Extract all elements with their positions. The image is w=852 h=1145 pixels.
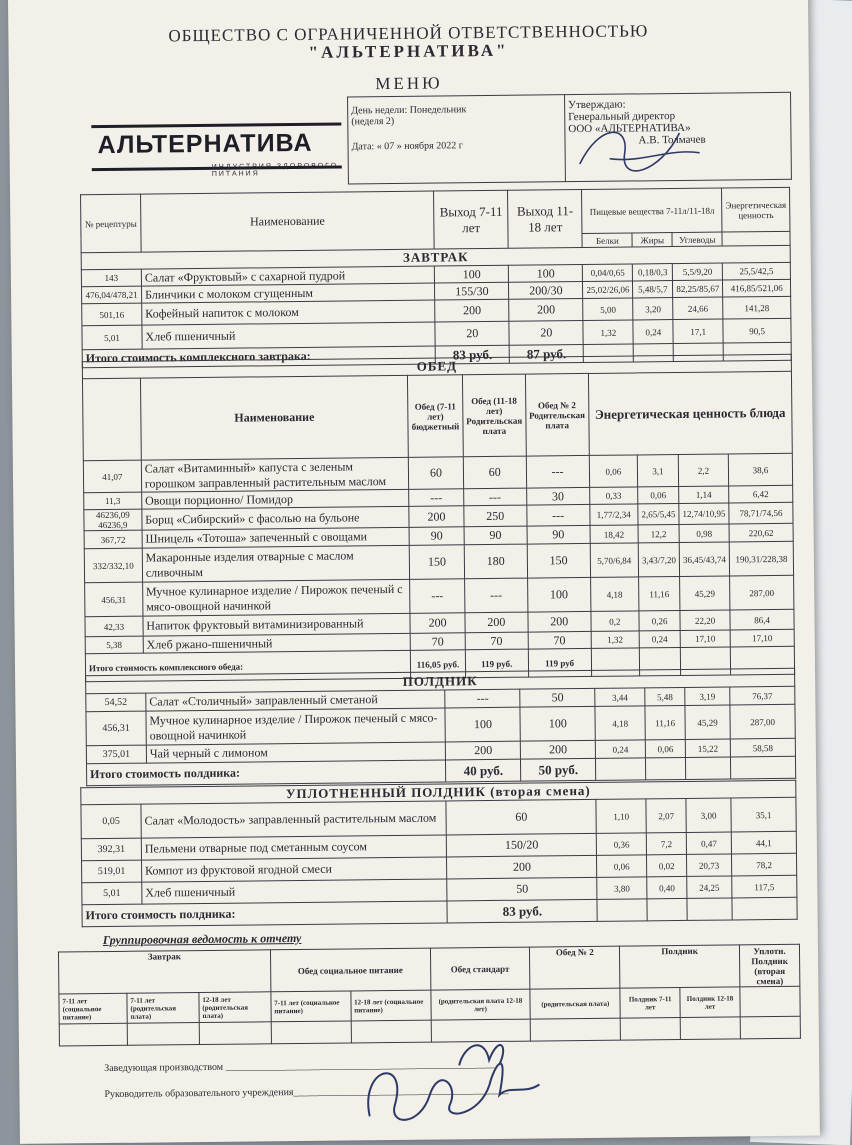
table-row: 143 Салат «Фруктовый» с сахарной пудрой 100 100 0,04/0,65 0,18/0,3 5,5/9,20 25,5/42,5 [81, 262, 790, 286]
h-num: № рецептуры [81, 194, 142, 253]
snack-table [85, 668, 796, 786]
table-row: 0,05 Салат «Молодость» заправленный растительным маслом 60 1,10 2,07 3,00 35,1 [81, 797, 796, 838]
company-logo [91, 106, 352, 179]
menu-document [8, 0, 820, 1144]
g-lunch-std: Обед стандарт [430, 947, 530, 990]
table-row: 41,07 Салат «Витаминный» капуста с зеленым горошком заправленный растительным маслом 60 60 --- 0,06 3,1 2,2 38,6 [83, 453, 792, 492]
approve-l1: Утверждаю: [568, 98, 626, 112]
lunch-h-c3: Обед № 2 Родительская плата [525, 373, 589, 456]
table-row: 5,01 Хлеб пшеничный 50 3,80 0,40 24,25 117,5 [82, 875, 797, 904]
table-row: 456,31 Мучное кулинарное изделие / Пирожок печеный с мясо-овощной начинкой --- --- 100 4,18 11,16 45,29 287,00 [85, 575, 794, 616]
h-fat: Жиры [632, 233, 672, 247]
approve-l4: А.В. Толмачев [638, 133, 706, 147]
table-row: 332/332,10 Макаронные изделия отварные с маслом сливочным 150 180 150 5,70/6,84 3,43/7,20 36,45/43,74 190,31/228,38 [84, 541, 793, 582]
lunch-h-c1: Обед (7-11 лет) бюджетный [408, 375, 463, 458]
breakfast-table [80, 187, 792, 368]
snack2-table [80, 780, 797, 927]
day-label: День недели: Понедельник [351, 104, 467, 117]
footer-production: Заведующая производством ______________________________________________________ [104, 1058, 496, 1075]
table-row: 519,01 Компот из фруктовой ягодной смеси 200 0,06 0,02 20,73 78,2 [82, 853, 797, 882]
h-energy: Энергетическая ценность [722, 187, 790, 232]
table-row: 11,3 Овощи порционно/ Помидор --- --- 30 0,33 0,06 1,14 6,42 [84, 485, 793, 509]
g-snack2: Уплотн. Полдник (вторая смена) [739, 944, 799, 987]
lunch-h-name: Наименование [140, 375, 408, 460]
lunch-table [82, 354, 795, 682]
table-row: 46236,09 46236,9 Борщ «Сибирский» с фасолью на бульоне 200 250 --- 1,77/2,34 2,65/5,45 12,74/10,95 78,71/74,56 [84, 502, 793, 530]
lunch-h-c2: Обед (11-18 лет) Родительская плата [462, 374, 526, 457]
table-row: 392,31 Пельмени отварные под сметанным соусом 150/20 0,36 7,2 0,47 44,1 [81, 831, 796, 860]
lunch-total: Итого стоимость комплексного обеда: 116,05 руб. 119 руб. 119 руб [85, 646, 794, 681]
table-row: 5,38 Хлеб ржано-пшеничный 70 70 70 1,32 0,24 17,10 17,10 [85, 629, 794, 653]
g-lunch2: Обед № 2 [530, 946, 620, 989]
g-lunch-social: Обед социальное питание [270, 948, 430, 992]
h-protein: Белки [582, 233, 632, 248]
h-out2: Выход 11-18 лет [508, 190, 583, 249]
g-breakfast: Завтрак [58, 950, 270, 994]
table-row: 54,52 Салат «Столичный» заправленный сметаной --- 50 3,44 5,48 3,19 76,37 [86, 686, 795, 711]
table-row: 476,04/478,21 Блинчики с молоком сгущенным 155/30 200/30 25,02/26,06 5,48/5,7 82,25/85,67 416,85/521,06 [82, 279, 791, 303]
snack2-total: Итого стоимость полдника: 83 руб. [82, 897, 797, 926]
h-out1: Выход 7-11 лет [434, 190, 509, 249]
table-row: 501,16 Кофейный напиток с молоком 200 200 5,00 3,20 24,66 141,28 [82, 296, 791, 325]
g-snack: Полдник [620, 945, 740, 988]
page-title: МЕНЮ [375, 73, 443, 94]
week-label: (неделя 2) [351, 115, 395, 128]
footer-director: Руководитель образовательного учреждения___________________________________________ [104, 1084, 509, 1101]
table-row: 456,31 Мучное кулинарное изделие / Пирожок печеный с мясо-овощной начинкой 100 100 4,18 11,16 45,29 287,00 [86, 704, 795, 745]
breakfast-total: Итого стоимость комплексного завтрака: 83 руб. 87 руб. [82, 342, 791, 367]
logo-word: АЛЬТЕРНАТИВА [97, 128, 313, 160]
grouping-title: Группировочная ведомость к отчету [102, 930, 302, 948]
section-snack: ПОЛДНИК [86, 668, 795, 693]
org-name: ОБЩЕСТВО С ОГРАНИЧЕННОЙ ОТВЕТСТВЕННОСТЬЮ [168, 21, 649, 46]
director-signature [569, 103, 710, 184]
table-row: 367,72 Шницель «Тотоша» запеченный с овощами 90 90 90 18,42 12,2 0,98 220,62 [84, 523, 793, 548]
date-label: Дата: « 07 » ноября 2022 г [351, 140, 463, 153]
section-breakfast: ЗАВТРАК [81, 245, 790, 269]
table-row: 375,01 Чай черный с лимоном 200 200 0,24 0,06 15,22 58,58 [86, 738, 795, 763]
lunch-h-energy: Энергетическая ценность блюда [588, 371, 792, 455]
head-signature [349, 1024, 570, 1136]
h-name: Наименование [141, 191, 435, 252]
table-row: 42,33 Напиток фруктовый витаминизированный 200 200 200 0,2 0,26 22,20 86,4 [85, 609, 794, 636]
snack-total: Итого стоимость полдника: 40 руб. 50 руб. [87, 756, 796, 785]
org-brand: "АЛЬТЕРНАТИВА" [308, 40, 509, 62]
approve-l3: ООО «АЛЬТЕРНАТИВА» [568, 121, 691, 136]
section-lunch: ОБЕД [82, 354, 791, 378]
table-row: 5,01 Хлеб пшеничный 20 20 1,32 0,24 17,1 90,5 [82, 318, 791, 349]
grouping-table: Завтрак Обед социальное питание Обед стандарт Обед № 2 Полдник Уплотн. Полдник (вторая смена) 7-11 лет (социальное питание) 7-11 лет (родительская плата) 12-18 лет (родительская плата) 7-11 лет (социальное питание) 12-18 лет (социальное питание) (родительская плата 12-18 лет) (родительская плата) Полдник 7-11 лет Полдник 12-18 лет [58, 944, 801, 1047]
h-nutrients: Пищевые вещества 7-11л/11-18л [582, 188, 722, 233]
h-carbs: Углеводы [672, 232, 722, 247]
section-snack2: УПЛОТНЕННЫЙ ПОЛДНИК (вторая смена) [81, 780, 796, 804]
logo-sub: ИНДУСТРИЯ ЗДОРОВОГО ПИТАНИЯ [211, 162, 339, 178]
approve-l2: Генеральный директор [568, 110, 676, 124]
